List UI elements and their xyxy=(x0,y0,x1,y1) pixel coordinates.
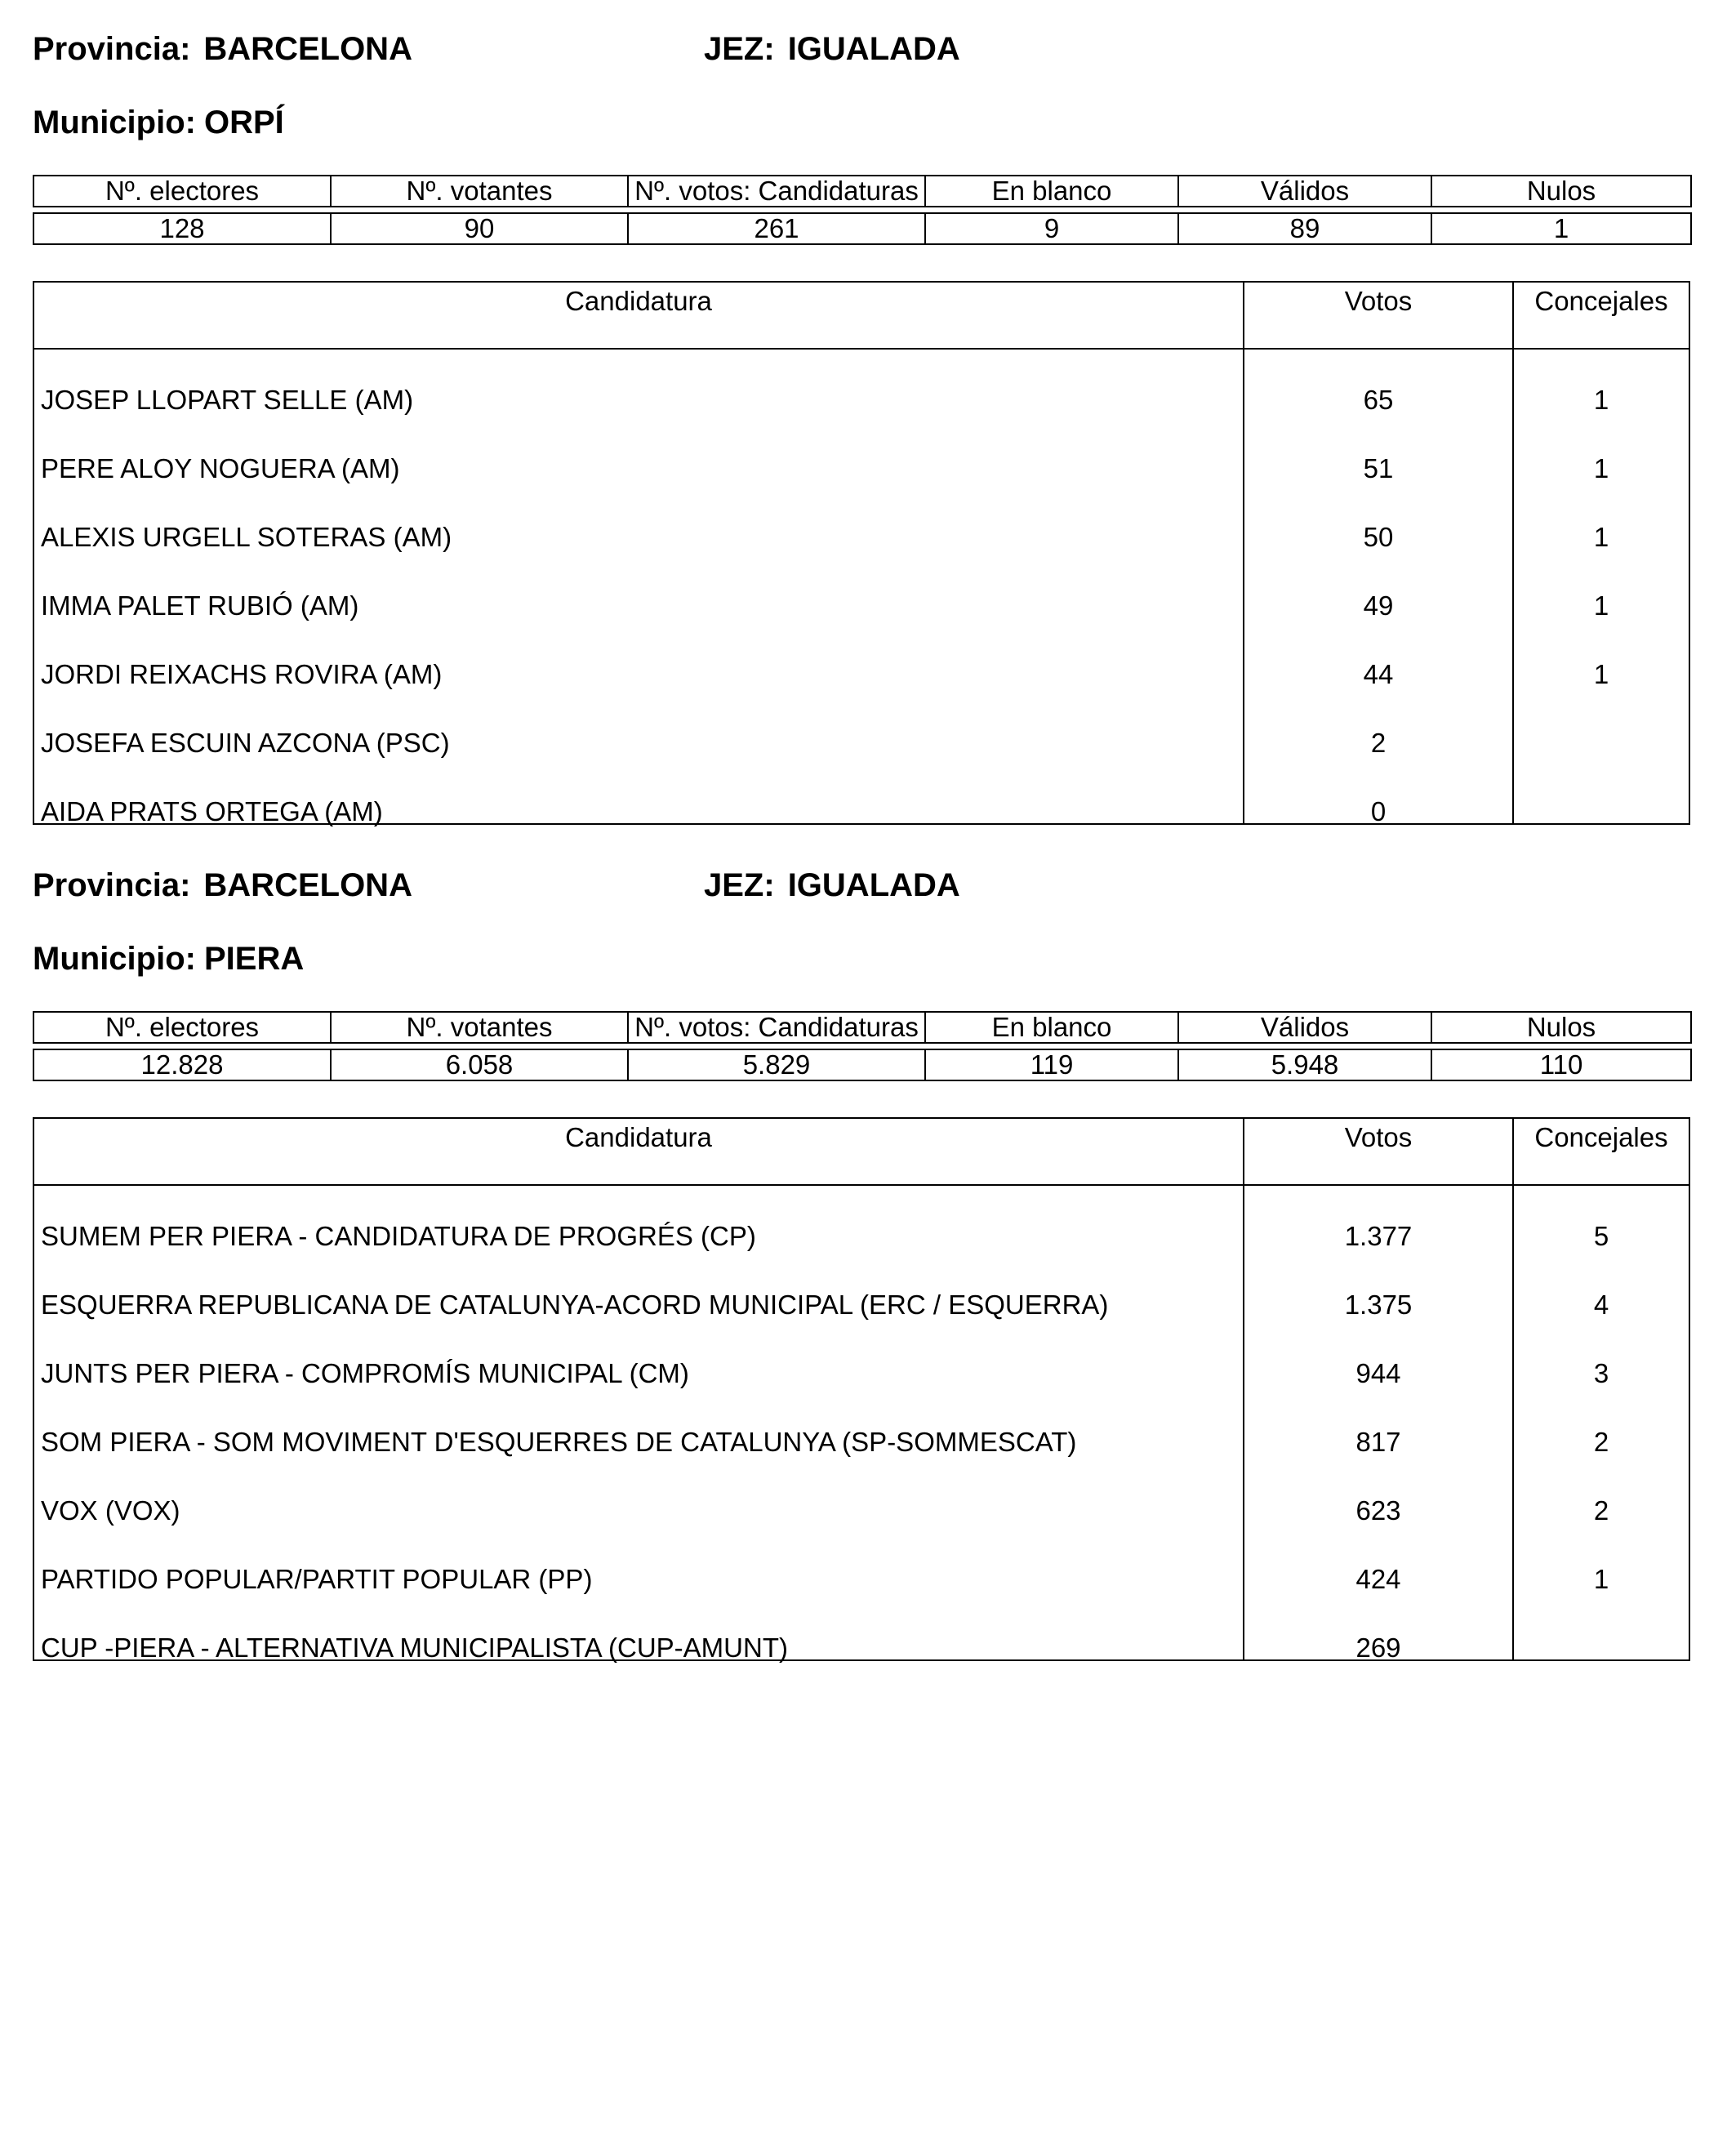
municipio-value: ORPÍ xyxy=(203,105,284,140)
stats-value-validos: 5.948 xyxy=(1178,1049,1431,1080)
candidate-votes: 0 xyxy=(1370,796,1387,826)
stats-header-en-blanco: En blanco xyxy=(925,176,1178,207)
candidates-header-concejales: Concejales xyxy=(1512,1119,1689,1184)
candidate-votes: 269 xyxy=(1355,1633,1401,1663)
candidate-name: ALEXIS URGELL SOTERAS (AM) xyxy=(41,522,452,552)
candidate-name: SUMEM PER PIERA - CANDIDATURA DE PROGRÉS (CP) xyxy=(41,1221,756,1251)
jez-value: IGUALADA xyxy=(787,867,960,903)
candidate-votes: 65 xyxy=(1363,385,1394,415)
stats-header-votos-candidaturas: Nº. votos: Candidaturas xyxy=(628,176,925,207)
stats-value-en-blanco: 9 xyxy=(925,213,1178,244)
candidate-name: PARTIDO POPULAR/PARTIT POPULAR (PP) xyxy=(41,1564,593,1594)
stats-header-electores: Nº. electores xyxy=(33,1012,331,1043)
municipio-label: Municipio: xyxy=(33,941,196,977)
stats-value-row xyxy=(33,1049,1691,1080)
candidates-table xyxy=(33,281,1690,825)
candidate-votes: 50 xyxy=(1363,522,1394,552)
stats-header-row xyxy=(33,1012,1691,1043)
candidates-header-row xyxy=(34,283,1689,350)
stats-header-votantes: Nº. votantes xyxy=(331,176,628,207)
candidates-table xyxy=(33,1117,1690,1661)
provincia-heading xyxy=(33,31,412,68)
jez-value: IGUALADA xyxy=(787,31,960,67)
candidates-header-row xyxy=(34,1119,1689,1186)
candidates-header-name: Candidatura xyxy=(565,286,712,316)
candidate-concejales: 4 xyxy=(1593,1290,1609,1320)
provincia-label: Provincia: xyxy=(33,31,191,67)
candidate-name: CUP -PIERA - ALTERNATIVA MUNICIPALISTA (CUP-AMUNT) xyxy=(41,1633,788,1663)
provincia-label: Provincia: xyxy=(33,867,191,903)
candidate-name: IMMA PALET RUBIÓ (AM) xyxy=(41,590,359,621)
stats-value-votos-candidaturas: 261 xyxy=(628,213,925,244)
candidate-votes: 51 xyxy=(1363,453,1394,483)
provincia-value: BARCELONA xyxy=(203,867,412,903)
candidate-votes: 817 xyxy=(1355,1427,1401,1457)
candidate-votes: 623 xyxy=(1355,1495,1401,1526)
jez-heading xyxy=(704,31,960,68)
stats-table xyxy=(33,175,1692,245)
stats-value-votos-candidaturas: 5.829 xyxy=(628,1049,925,1080)
candidate-concejales: 5 xyxy=(1593,1221,1609,1251)
candidates-header-name: Candidatura xyxy=(565,1122,712,1152)
stats-value-electores: 128 xyxy=(33,213,331,244)
candidate-concejales: 2 xyxy=(1593,1495,1609,1526)
candidate-name: AIDA PRATS ORTEGA (AM) xyxy=(41,796,383,826)
candidate-name: JOSEFA ESCUIN AZCONA (PSC) xyxy=(41,728,450,758)
stats-header-votos-candidaturas: Nº. votos: Candidaturas xyxy=(628,1012,925,1043)
stats-table xyxy=(33,1011,1692,1081)
stats-header-validos: Válidos xyxy=(1178,1012,1431,1043)
stats-header-electores: Nº. electores xyxy=(33,176,331,207)
candidate-concejales: 1 xyxy=(1593,659,1609,689)
candidate-concejales xyxy=(1514,709,1689,777)
stats-value-row xyxy=(33,213,1691,244)
stats-header-nulos: Nulos xyxy=(1431,1012,1691,1043)
candidate-votes: 49 xyxy=(1363,590,1394,621)
candidate-concejales: 1 xyxy=(1593,522,1609,552)
stats-value-electores: 12.828 xyxy=(33,1049,331,1080)
candidate-name: JORDI REIXACHS ROVIRA (AM) xyxy=(41,659,443,689)
candidate-votes: 1.375 xyxy=(1344,1290,1413,1320)
candidate-concejales: 3 xyxy=(1593,1358,1609,1388)
stats-value-nulos: 110 xyxy=(1431,1049,1691,1080)
stats-header-validos: Válidos xyxy=(1178,176,1431,207)
candidate-concejales: 1 xyxy=(1593,385,1609,415)
municipio-label: Municipio: xyxy=(33,105,196,140)
candidate-name: ESQUERRA REPUBLICANA DE CATALUNYA-ACORD MUNICIPAL (ERC / ESQUERRA) xyxy=(41,1290,1109,1320)
candidates-header-concejales: Concejales xyxy=(1512,283,1689,348)
candidate-concejales: 1 xyxy=(1593,1564,1609,1594)
candidate-name: JUNTS PER PIERA - COMPROMÍS MUNICIPAL (CM) xyxy=(41,1358,689,1388)
jez-label: JEZ: xyxy=(704,867,775,903)
stats-header-nulos: Nulos xyxy=(1431,176,1691,207)
jez-label: JEZ: xyxy=(704,31,775,67)
candidate-votes: 1.377 xyxy=(1344,1221,1413,1251)
municipio-heading xyxy=(33,105,284,141)
stats-value-votantes: 6.058 xyxy=(331,1049,628,1080)
candidate-votes: 944 xyxy=(1355,1358,1401,1388)
stats-value-votantes: 90 xyxy=(331,213,628,244)
candidate-votes: 424 xyxy=(1355,1564,1401,1594)
candidates-header-votes: Votos xyxy=(1243,1119,1512,1184)
provincia-value: BARCELONA xyxy=(203,31,412,67)
candidate-concejales xyxy=(1514,777,1689,846)
jez-heading xyxy=(704,867,960,904)
candidate-votes: 2 xyxy=(1370,728,1387,758)
stats-value-en-blanco: 119 xyxy=(925,1049,1178,1080)
stats-header-row xyxy=(33,176,1691,207)
candidate-concejales: 1 xyxy=(1593,590,1609,621)
candidate-concejales xyxy=(1514,1614,1689,1682)
candidate-name: JOSEP LLOPART SELLE (AM) xyxy=(41,385,414,415)
candidate-votes: 44 xyxy=(1363,659,1394,689)
municipio-heading xyxy=(33,941,304,978)
stats-header-en-blanco: En blanco xyxy=(925,1012,1178,1043)
stats-value-validos: 89 xyxy=(1178,213,1431,244)
municipio-value: PIERA xyxy=(203,941,305,977)
candidate-concejales: 2 xyxy=(1593,1427,1609,1457)
candidate-name: PERE ALOY NOGUERA (AM) xyxy=(41,453,400,483)
candidate-name: SOM PIERA - SOM MOVIMENT D'ESQUERRES DE CATALUNYA (SP-SOMMESCAT) xyxy=(41,1427,1077,1457)
candidate-concejales: 1 xyxy=(1593,453,1609,483)
candidates-header-votes: Votos xyxy=(1243,283,1512,348)
provincia-heading xyxy=(33,867,412,904)
candidate-name: VOX (VOX) xyxy=(41,1495,180,1526)
stats-header-votantes: Nº. votantes xyxy=(331,1012,628,1043)
stats-value-nulos: 1 xyxy=(1431,213,1691,244)
